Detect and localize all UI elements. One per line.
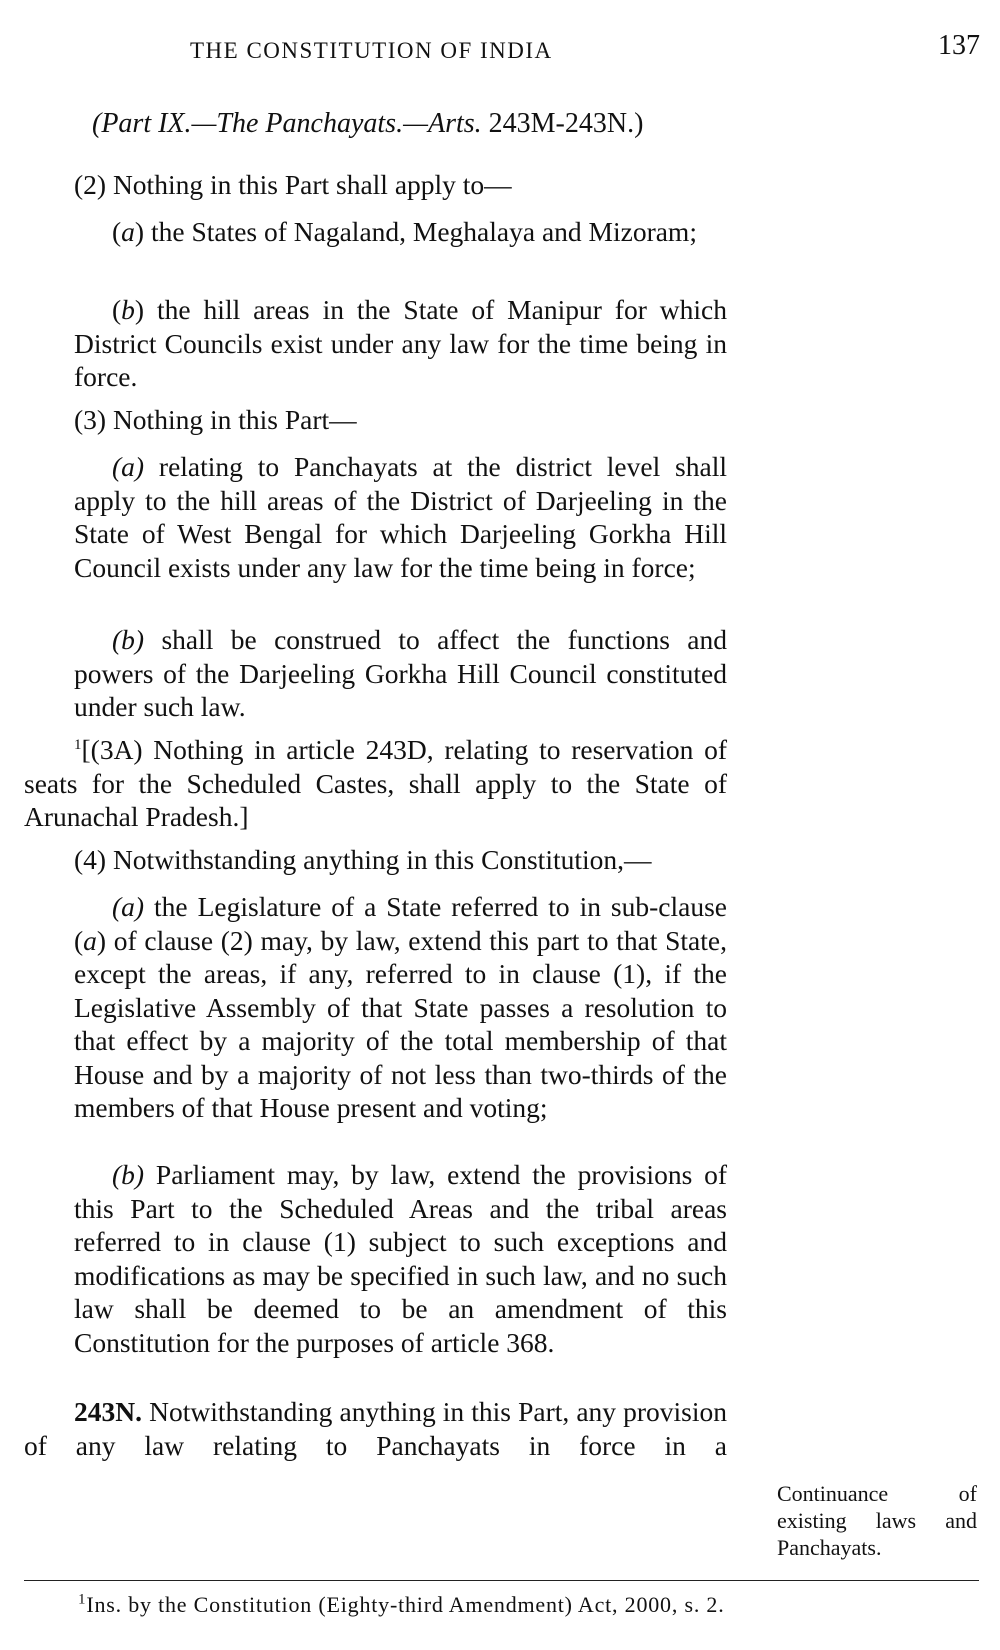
clause-3b-text: shall be construed to affect the functions and powers of the Darjeeling Gorkha Hill Council constituted under such law.: [74, 624, 727, 722]
clause-3b: [74, 623, 727, 724]
running-title: THE CONSTITUTION OF INDIA: [190, 38, 553, 63]
footnote-divider: [24, 1580, 979, 1581]
clause-2a-label: a: [121, 216, 135, 247]
clause-3A-text: [(3A) Nothing in article 243D, relating to reservation of seats for the Scheduled Castes, shall apply to the State of Arunachal Pradesh.]: [24, 734, 727, 832]
article-243N: [24, 1395, 727, 1462]
footnote: [78, 1592, 725, 1618]
clause-4a-text-after: ) of clause (2) may, by law, extend this part to that State, except the areas, if any, referred to in clause (1), if the Legislative Assembly of that State passes a resolution to that effect by a majority of the total membership of that House and by a majority of not less than two-thirds of the members of that House present and voting;: [74, 924, 727, 1123]
article-243N-number: 243N.: [74, 1396, 142, 1427]
part-reference: [92, 108, 643, 140]
footnote-text: Ins. by the Constitution (Eighty-third Amendment) Act, 2000, s. 2.: [86, 1592, 725, 1617]
part-reference-articles: 243M-243N.): [488, 108, 644, 139]
clause-4b-text: Parliament may, by law, extend the provisions of this Part to the Scheduled Areas and the tribal areas referred to in clause (1) subject to such exceptions and modifications as may be specified in such law, and no such law shall be deemed to be an amendment of this Constitution for the purposes of article 368.: [74, 1159, 728, 1358]
clause-2a: [74, 215, 727, 249]
clause-2b-label: b: [121, 294, 135, 325]
clause-4a-italic-ref: a: [83, 924, 97, 956]
part-reference-italic: (Part IX.—The Panchayats.—Arts.: [92, 108, 482, 139]
clause-2a-text: the States of Nagaland, Meghalaya and Mizoram;: [150, 216, 697, 247]
clause-3a-label: (a): [112, 451, 145, 482]
clause-3A: [24, 733, 727, 834]
footnote-reference-mark: 1: [74, 736, 82, 753]
margin-note: Continuance of existing laws and Panchayats.: [777, 1481, 977, 1560]
clause-2b: [74, 293, 727, 394]
clause-3-intro: (3) Nothing in this Part—: [74, 404, 357, 435]
clause-2a-label-open: (: [112, 216, 122, 247]
clause-2-intro: (2) Nothing in this Part shall apply to—: [74, 169, 512, 200]
clause-4a: [74, 890, 727, 1125]
clause-2b-text: the hill areas in the State of Manipur for which District Councils exist under any law for the time being in force.: [74, 294, 728, 392]
clause-4a-text-before: the Legislature of a State referred to in sub-clause (: [74, 891, 727, 956]
article-243N-text: Notwithstanding anything in this Part, any provision of any law relating to Panchayats in force in a: [24, 1396, 727, 1461]
clause-3b-label: (b): [112, 624, 145, 655]
clause-2b-label-close: ): [134, 294, 145, 325]
clause-4-intro: (4) Notwithstanding anything in this Constitution,—: [74, 844, 652, 875]
clause-4b: [74, 1158, 727, 1359]
page-number: 137: [938, 30, 980, 61]
clause-2a-label-close: ): [134, 216, 145, 247]
clause-3a: [74, 450, 727, 584]
clause-4b-label: (b): [112, 1159, 145, 1190]
clause-3a-text: relating to Panchayats at the district level shall apply to the hill areas of the District of Darjeeling in the State of West Bengal for which Darjeeling Gorkha Hill Council exists under any law for the time being in force;: [74, 451, 727, 583]
footnote-mark: 1: [78, 1591, 87, 1608]
clause-2b-label-open: (: [112, 294, 122, 325]
clause-4a-label: (a): [112, 891, 145, 922]
